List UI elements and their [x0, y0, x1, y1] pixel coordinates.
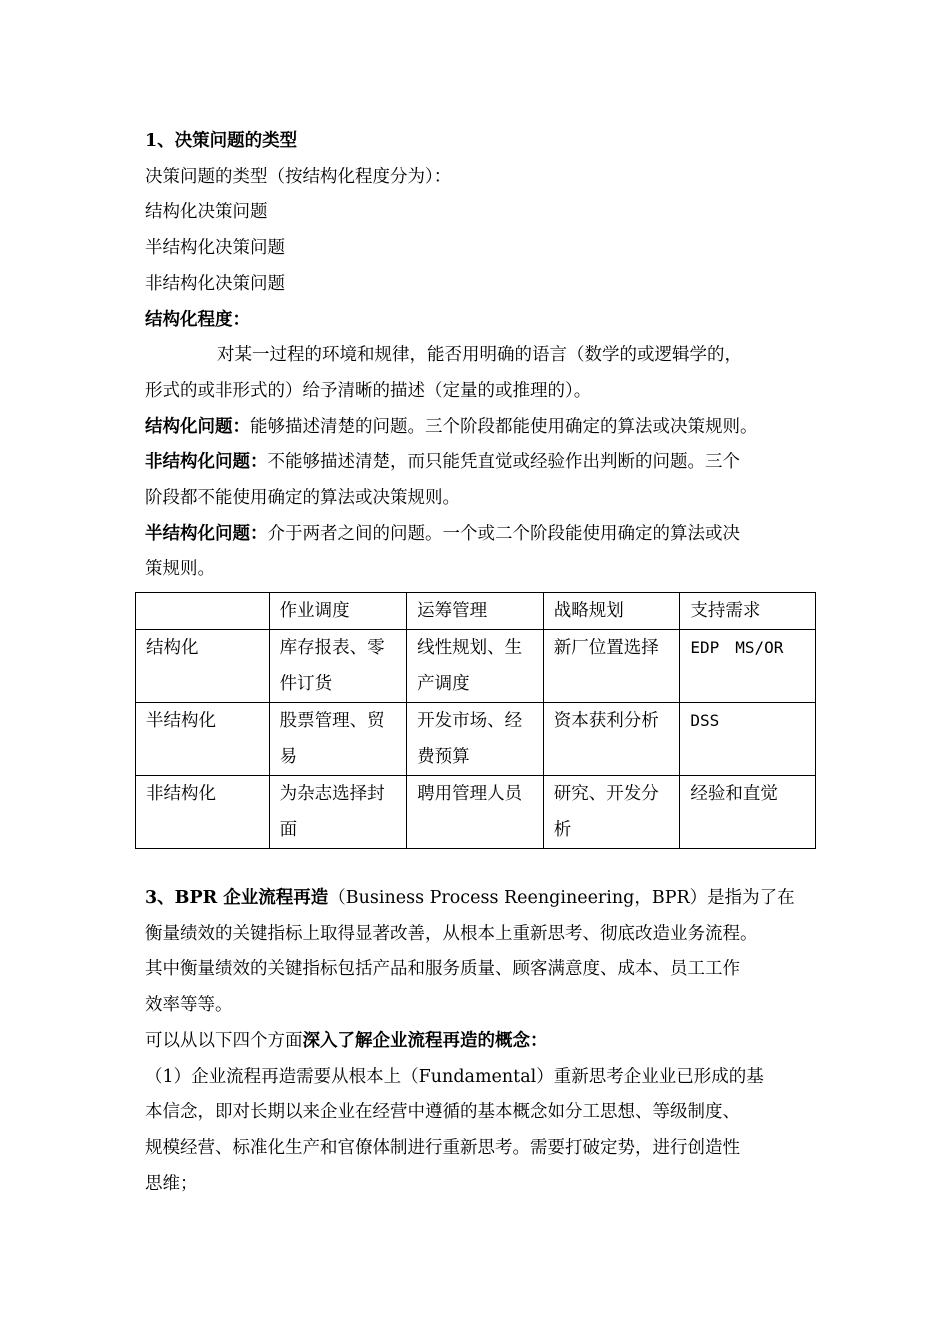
table-cell: 股票管理、贸易	[269, 703, 407, 776]
section3-heading-rest: （Business Process Reengineering，BPR）是指为了在	[328, 888, 795, 908]
type-unstructured: 非结构化决策问题	[145, 273, 285, 294]
table-header-cell: 支持需求	[680, 593, 816, 630]
table-cell: 库存报表、零件订货	[269, 630, 407, 703]
semi-text-1: 介于两者之间的问题。一个或二个阶段能使用确定的算法或决	[267, 523, 740, 544]
table-cell: 非结构化	[136, 776, 270, 849]
table-header-cell: 运筹管理	[407, 593, 544, 630]
point1-line1: （1）企业流程再造需要从根本上（Fundamental）重新思考企业业已形成的基	[145, 1066, 764, 1087]
point1-line4: 思维；	[145, 1173, 198, 1194]
structured-label: 结构化问题：	[145, 416, 250, 437]
point1-line2: 本信念，即对长期以来企业在经营中遵循的基本概念如分工思想、等级制度、	[145, 1102, 740, 1123]
structured-text: 能够描述清楚的问题。三个阶段都能使用确定的算法或决策规则。	[250, 416, 758, 437]
aspects-bold: 深入了解企业流程再造的概念：	[302, 1030, 548, 1051]
table-cell: 新厂位置选择	[543, 630, 680, 703]
degree-text-2: 形式的或非形式的）给予清晰的描述（定量的或推理的）。	[145, 380, 592, 401]
degree-label: 结构化程度：	[145, 309, 250, 330]
table-cell: 半结构化	[136, 703, 270, 776]
document-body	[145, 124, 825, 588]
table-header-row	[136, 593, 816, 630]
table-header-cell: 战略规划	[543, 593, 680, 630]
section1-intro: 决策问题的类型（按结构化程度分为）：	[145, 166, 452, 187]
table-cell: 开发市场、经费预算	[407, 703, 544, 776]
table-row	[136, 776, 816, 849]
table-cell: DSS	[680, 703, 816, 776]
table-row	[136, 630, 816, 703]
table-header-cell: 作业调度	[269, 593, 407, 630]
aspects-intro	[145, 1024, 825, 1060]
table-row	[136, 703, 816, 776]
section3-heading-line	[145, 881, 825, 917]
unstructured-label: 非结构化问题：	[145, 452, 268, 473]
table-cell: 资本获利分析	[543, 703, 680, 776]
section3-line2: 衡量绩效的关键指标上取得显著改善，从根本上重新思考、彻底改造业务流程。	[145, 923, 758, 944]
degree-text-1: 对某一过程的环境和规律，能否用明确的语言（数学的或逻辑学的，	[217, 345, 742, 366]
section1-heading: 1、决策问题的类型	[145, 131, 298, 151]
semi-definition	[145, 517, 825, 553]
semi-text-2: 策规则。	[145, 559, 215, 580]
table-header-cell	[136, 593, 270, 630]
decision-table	[135, 592, 816, 849]
table-cell: 聘用管理人员	[407, 776, 544, 849]
structured-definition	[145, 410, 825, 446]
table-cell: EDP MS/OR	[680, 630, 816, 703]
table-cell: 结构化	[136, 630, 270, 703]
table-cell: 研究、开发分析	[543, 776, 680, 849]
point1-line3: 规模经营、标准化生产和官僚体制进行重新思考。需要打破定势，进行创造性	[145, 1137, 740, 1158]
semi-label: 半结构化问题：	[145, 523, 268, 544]
table-cell: 为杂志选择封面	[269, 776, 407, 849]
aspects-pre: 可以从以下四个方面	[145, 1030, 303, 1051]
unstructured-text-1: 不能够描述清楚，而只能凭直觉或经验作出判断的问题。三个	[267, 452, 740, 473]
table-cell: 线性规划、生产调度	[407, 630, 544, 703]
section3-heading: 3、BPR 企业流程再造	[145, 888, 329, 908]
section3-body	[145, 881, 825, 1202]
unstructured-text-2: 阶段都不能使用确定的算法或决策规则。	[145, 488, 460, 509]
section3-line3: 其中衡量绩效的关键指标包括产品和服务质量、顾客满意度、成本、员工工作	[145, 959, 740, 980]
table-cell: 经验和直觉	[680, 776, 816, 849]
type-structured: 结构化决策问题	[145, 202, 268, 223]
unstructured-definition	[145, 445, 825, 481]
section3-line4: 效率等等。	[145, 995, 233, 1016]
type-semi-structured: 半结构化决策问题	[145, 238, 285, 259]
